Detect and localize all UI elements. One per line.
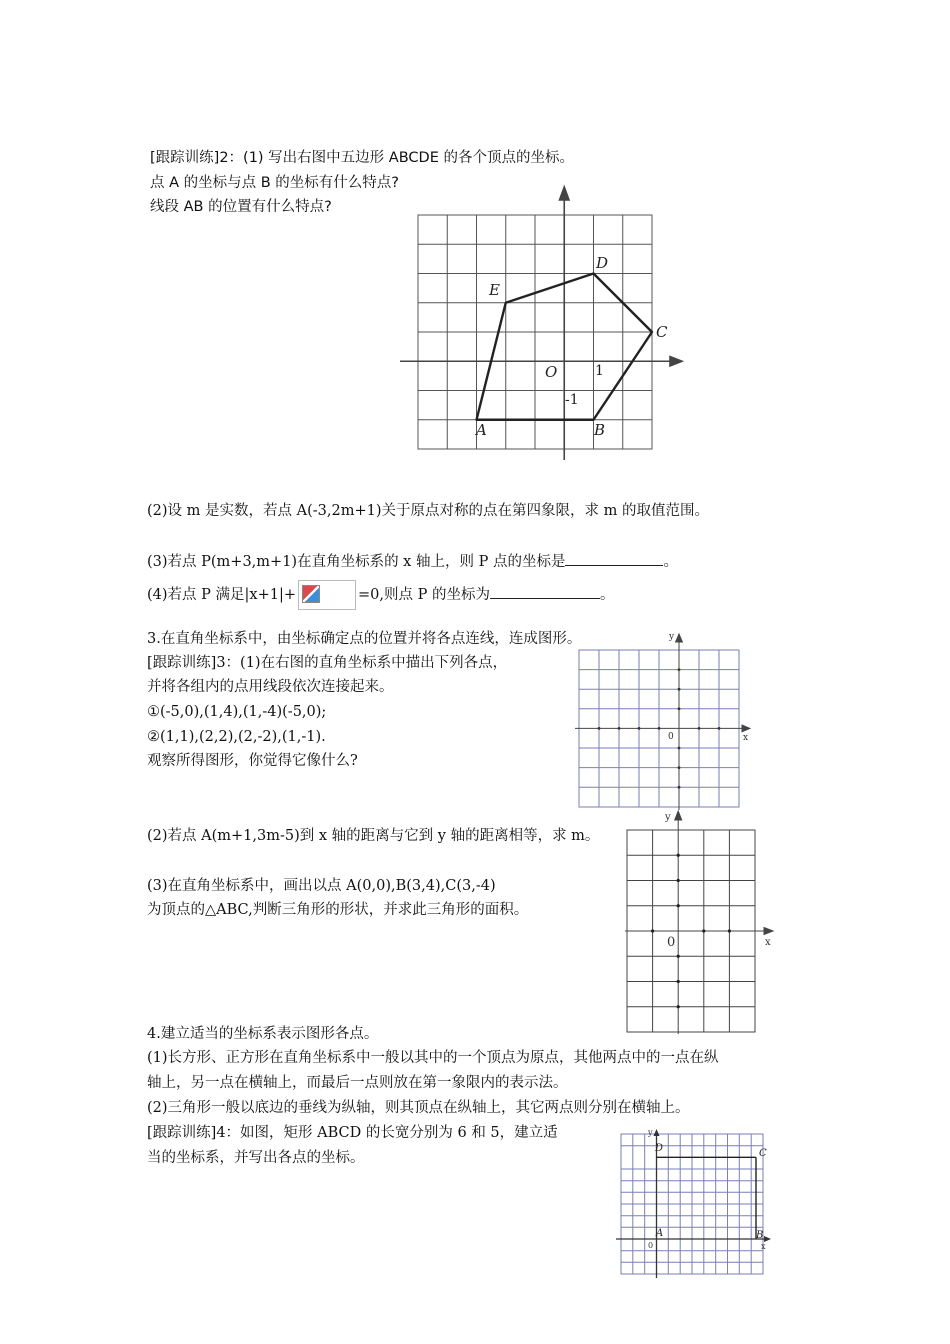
q3-answer-blank[interactable] <box>565 551 663 566</box>
grid-2-x-label: x <box>743 733 749 743</box>
point-d-label: D <box>596 254 609 272</box>
grid-3-origin-label: 0 <box>667 935 676 950</box>
origin-label: O <box>545 363 558 381</box>
point-a-label: A <box>476 421 487 439</box>
exercise3-q3-line2: 为顶点的△ABC,判断三角形的形状，并求此三角形的面积。 <box>147 902 529 918</box>
rect-point-a-label: A <box>656 1228 664 1239</box>
exercise2-line1: [跟踪训练]2：(1) 写出右图中五边形 ABCDE 的各个顶点的坐标。 <box>150 150 574 166</box>
section4-title: 4.建立适当的坐标系表示图形各点。 <box>147 1026 379 1042</box>
coordinate-grid-2 <box>570 630 760 810</box>
rect-point-d-label: D <box>655 1143 664 1154</box>
pentagon-grid <box>418 215 652 449</box>
point-e-label: E <box>489 281 500 299</box>
point-c-label: C <box>656 323 668 341</box>
section4-p1-line1: (1)长方形、正方形在直角坐标系中一般以其中的一个顶点为原点，其他两点中的一点在纵 <box>147 1050 719 1066</box>
exercise2-q2: (2)设 m 是实数，若点 A(-3,2m+1)关于原点对称的点在第四象限，求 m 的取值范围。 <box>147 503 709 519</box>
q4-mid: =0,则点 P 的坐标为 <box>358 587 490 603</box>
formula-image <box>298 580 356 610</box>
grid-4-lines <box>621 1134 763 1274</box>
grid-4-x-label: x <box>761 1242 766 1251</box>
grid-4-origin-label: 0 <box>648 1241 654 1250</box>
exercise3-question: 观察所得图形，你觉得它像什么? <box>147 753 358 769</box>
coordinate-grid-3 <box>615 806 785 1036</box>
grid-3-axes <box>625 811 773 1034</box>
tick-one-label: 1 <box>595 363 604 379</box>
grid-2-axes <box>575 634 750 810</box>
exercise3-line2: 并将各组内的点用线段依次连接起来。 <box>147 679 394 695</box>
tick-neg-one-label: -1 <box>565 392 579 408</box>
q3-end: 。 <box>663 554 678 570</box>
exercise3-line1: [跟踪训练]3：(1)在右图的直角坐标系中描出下列各点， <box>147 655 508 671</box>
pentagon-figure <box>400 185 700 465</box>
exercise2-q3 <box>147 551 678 572</box>
exercise3-q3-line1: (3)在直角坐标系中，画出以点 A(0,0),B(3,4),C(3,-4) <box>147 878 496 894</box>
point-b-label: B <box>594 421 606 439</box>
grid-3-x-label: x <box>765 937 771 948</box>
grid-4-y-label: y <box>648 1128 653 1137</box>
grid-2-y-label: y <box>669 632 675 642</box>
section3-title: 3.在直角坐标系中，由坐标确定点的位置并将各点连线，连成图形。 <box>147 631 582 647</box>
q4-text: (4)若点 P 满足|x+1|+ <box>147 587 296 603</box>
formula-image-icon <box>302 585 320 603</box>
q4-end: 。 <box>599 587 615 603</box>
rect-point-b-label: B <box>756 1230 764 1241</box>
section4-p1-line2: 轴上，另一点在横轴上，而最后一点则放在第一象限内的表示法。 <box>147 1075 568 1091</box>
exercise4-line2: 当的坐标系，并写出各点的坐标。 <box>147 1150 365 1166</box>
exercise3-group2: ②(1,1),(2,2),(2,-2),(1,-1). <box>147 729 326 745</box>
grid-2-origin-label: 0 <box>668 732 674 742</box>
exercise3-group1: ①(-5,0),(1,4),(1,-4)(-5,0); <box>147 704 327 720</box>
exercise2-line3: 线段 AB 的位置有什么特点? <box>150 199 332 215</box>
exercise3-q2: (2)若点 A(m+1,3m-5)到 x 轴的距离与它到 y 轴的距离相等，求 m。 <box>147 828 600 844</box>
section4-p2: (2)三角形一般以底边的垂线为纵轴，则其顶点在纵轴上，其它两点则分别在横轴上。 <box>147 1100 690 1116</box>
rect-point-c-label: C <box>759 1148 767 1159</box>
q3-text: (3)若点 P(m+3,m+1)在直角坐标系的 x 轴上，则 P 点的坐标是 <box>147 554 566 570</box>
rectangle-abcd <box>657 1157 757 1239</box>
rectangle-figure <box>612 1122 782 1282</box>
exercise4-line1: [跟踪训练]4：如图，矩形 ABCD 的长宽分别为 6 和 5，建立适 <box>147 1125 558 1141</box>
exercise2-line2: 点 A 的坐标与点 B 的坐标有什么特点? <box>150 175 399 191</box>
exercise2-q4 <box>147 580 614 610</box>
grid-3-y-label: y <box>665 812 671 823</box>
q4-answer-blank[interactable] <box>490 584 600 599</box>
